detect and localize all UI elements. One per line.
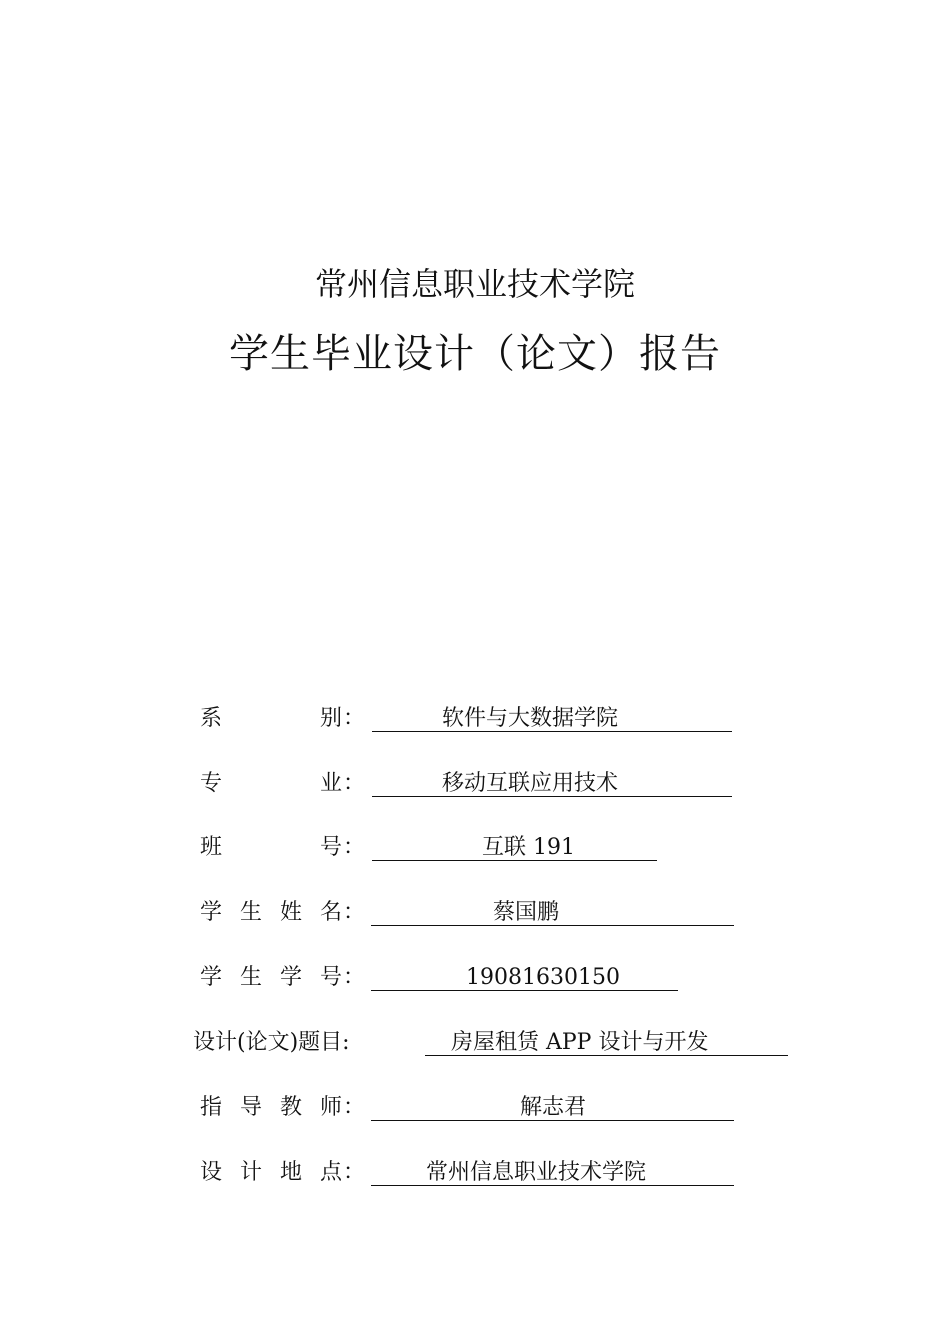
- field-label: [200, 702, 372, 736]
- label-char: 学: [200, 965, 223, 990]
- label-char: 号: [320, 835, 343, 860]
- field-label: [200, 896, 372, 930]
- label-char: 导: [240, 1095, 263, 1120]
- location-value: 常州信息职业技术学院: [426, 1160, 647, 1185]
- field-value-line: [372, 767, 732, 797]
- label-char: 生: [240, 900, 263, 925]
- department-value: 软件与大数据学院: [442, 706, 619, 731]
- label-char: 班: [200, 835, 223, 860]
- field-label: [200, 1091, 372, 1125]
- field-advisor: [200, 1091, 740, 1125]
- label-char: 师: [320, 1095, 343, 1120]
- label-char: 学: [280, 965, 303, 990]
- label-colon: ：: [343, 965, 366, 990]
- student-id-value: 19081630150: [466, 965, 620, 990]
- school-name: 常州信息职业技术学院: [314, 265, 635, 303]
- field-value-line: [372, 831, 657, 861]
- label-char: 点: [320, 1160, 343, 1185]
- field-class: [200, 831, 740, 865]
- field-value-line: [372, 702, 732, 732]
- label-colon: ：: [343, 1095, 366, 1120]
- label-colon: ：: [343, 900, 366, 925]
- field-value-line: [425, 1026, 788, 1056]
- label-char: 地: [280, 1160, 303, 1185]
- label-char: 生: [240, 965, 263, 990]
- field-label: [200, 1156, 372, 1190]
- label-char: 号: [320, 965, 343, 990]
- label-colon: ：: [343, 835, 366, 860]
- field-label: [193, 1026, 393, 1060]
- label-char: 教: [280, 1095, 303, 1120]
- label-colon: ：: [343, 771, 366, 796]
- student-name-value: 蔡国鹏: [493, 900, 560, 925]
- label-char: 业: [320, 771, 343, 796]
- label-char: 系: [200, 706, 223, 731]
- field-value-line: [371, 961, 678, 991]
- field-thesis-topic: [193, 1026, 793, 1060]
- label-char: 专: [200, 771, 223, 796]
- label-char: 设: [200, 1160, 223, 1185]
- label-colon: ：: [343, 1160, 366, 1185]
- field-value-line: [371, 1156, 734, 1186]
- label-char: 计: [240, 1160, 263, 1185]
- label-char: 别: [320, 706, 343, 731]
- advisor-value: 解志君: [520, 1095, 587, 1120]
- field-label: [200, 961, 372, 995]
- label-colon: ：: [343, 706, 366, 731]
- field-label: [200, 831, 372, 865]
- report-title: 学生毕业设计（论文）报告: [229, 331, 721, 377]
- field-student-id: [200, 961, 740, 995]
- field-major: [200, 767, 740, 801]
- thesis-topic-label: 设计(论文)题目:: [193, 1030, 350, 1055]
- field-value-line: [371, 1091, 734, 1121]
- field-label: [200, 767, 372, 801]
- label-char: 姓: [280, 900, 303, 925]
- class-value: 互联 191: [482, 835, 575, 860]
- label-char: 学: [200, 900, 223, 925]
- major-value: 移动互联应用技术: [442, 771, 619, 796]
- thesis-topic-value: 房屋租赁 APP 设计与开发: [451, 1030, 709, 1055]
- label-char: 指: [200, 1095, 223, 1120]
- field-student-name: [200, 896, 740, 930]
- field-department: [200, 702, 740, 736]
- field-value-line: [371, 896, 734, 926]
- label-char: 名: [320, 900, 343, 925]
- field-location: [200, 1156, 740, 1190]
